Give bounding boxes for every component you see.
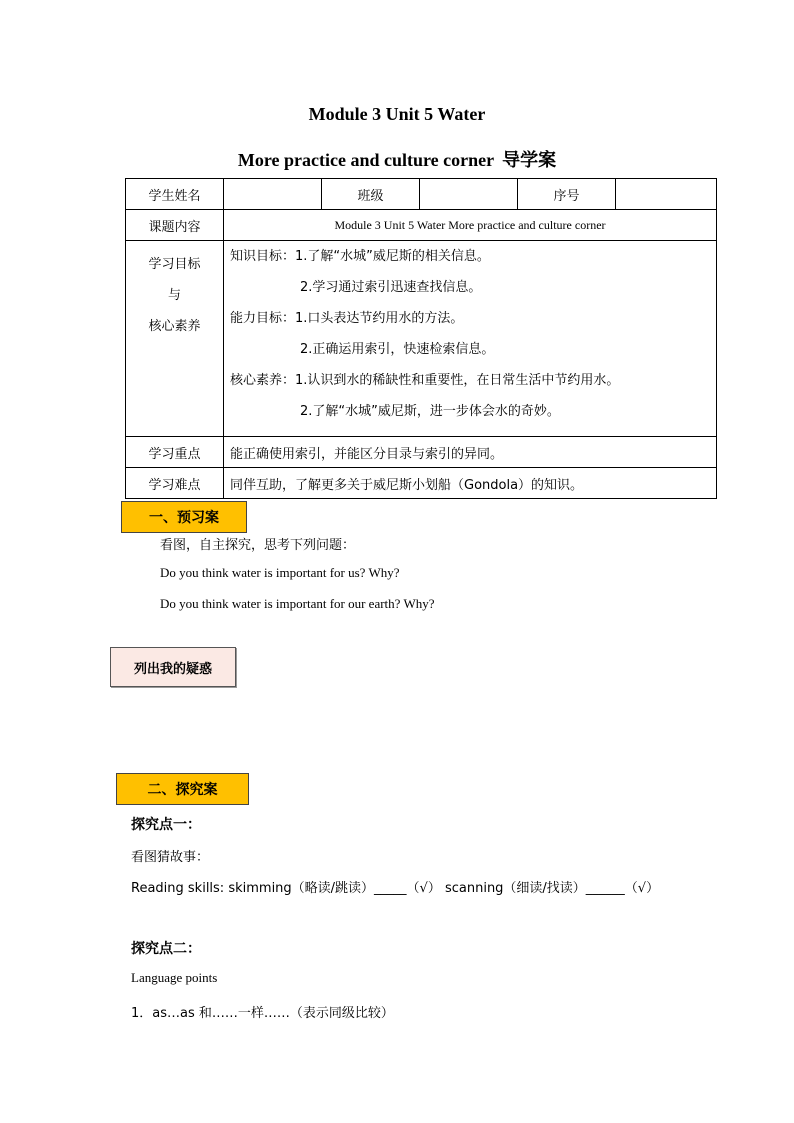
goal-label-line: 核心素养: [148, 319, 201, 334]
guess-instruction: 看图猜故事：: [131, 850, 210, 865]
difficulty-label: 学习难点: [126, 468, 224, 499]
doubt-box: 列出我的疑惑: [110, 647, 236, 687]
class-label: 班级: [322, 179, 420, 210]
goal-content: [224, 241, 717, 437]
document-title: Module 3 Unit 5 Water: [308, 104, 486, 124]
explore-point-1: 探究点一：: [131, 817, 201, 833]
explore-point-2: 探究点二：: [131, 941, 201, 957]
language-points: Language points: [131, 970, 218, 985]
name-field[interactable]: [224, 179, 322, 210]
subtitle-english: More practice and culture corner: [237, 150, 495, 170]
goal-label: [126, 241, 224, 437]
goal-line: 核心素养：1.认识到水的稀缺性和重要性，在日常生活中节约用水。: [230, 373, 620, 388]
preview-heading: 一、预习案: [121, 501, 247, 533]
course-value: Module 3 Unit 5 Water More practice and culture corner: [224, 210, 717, 241]
explore-heading: 二、探究案: [116, 773, 249, 805]
reading-skills: Reading skills: skimming（略读/跳读）_____（√） scanning（细读/找读）______（√）: [131, 881, 660, 896]
name-label: 学生姓名: [126, 179, 224, 210]
goal-line: 2.学习通过索引迅速查找信息。: [300, 280, 482, 295]
goal-line: 知识目标：1.了解“水城”威尼斯的相关信息。: [230, 249, 490, 264]
class-field[interactable]: [420, 179, 518, 210]
info-table: [125, 178, 717, 499]
subtitle-chinese: 导学案: [502, 150, 557, 171]
goal-line: 能力目标：1.口头表达节约用水的方法。: [230, 311, 464, 326]
focus-value: 能正确使用索引，并能区分目录与索引的异同。: [224, 437, 717, 468]
course-label: 课题内容: [126, 210, 224, 241]
difficulty-value: 同伴互助，了解更多关于威尼斯小划船（Gondola）的知识。: [224, 468, 717, 499]
preview-question-2: Do you think water is important for our earth? Why?: [160, 596, 435, 611]
seat-field[interactable]: [616, 179, 717, 210]
goal-line: 2.正确运用索引，快速检索信息。: [300, 342, 495, 357]
language-item-1: 1．as…as 和……一样……（表示同级比较）: [131, 1006, 394, 1021]
preview-question-1: Do you think water is important for us? Why?: [160, 565, 400, 580]
focus-label: 学习重点: [126, 437, 224, 468]
seat-label: 序号: [518, 179, 616, 210]
preview-instruction: 看图，自主探究，思考下列问题：: [160, 538, 356, 553]
goal-label-line: 与: [167, 288, 181, 303]
goal-label-line: 学习目标: [148, 257, 201, 272]
goal-line: 2.了解“水城”威尼斯，进一步体会水的奇妙。: [300, 404, 560, 419]
document-subtitle: [0, 146, 794, 172]
